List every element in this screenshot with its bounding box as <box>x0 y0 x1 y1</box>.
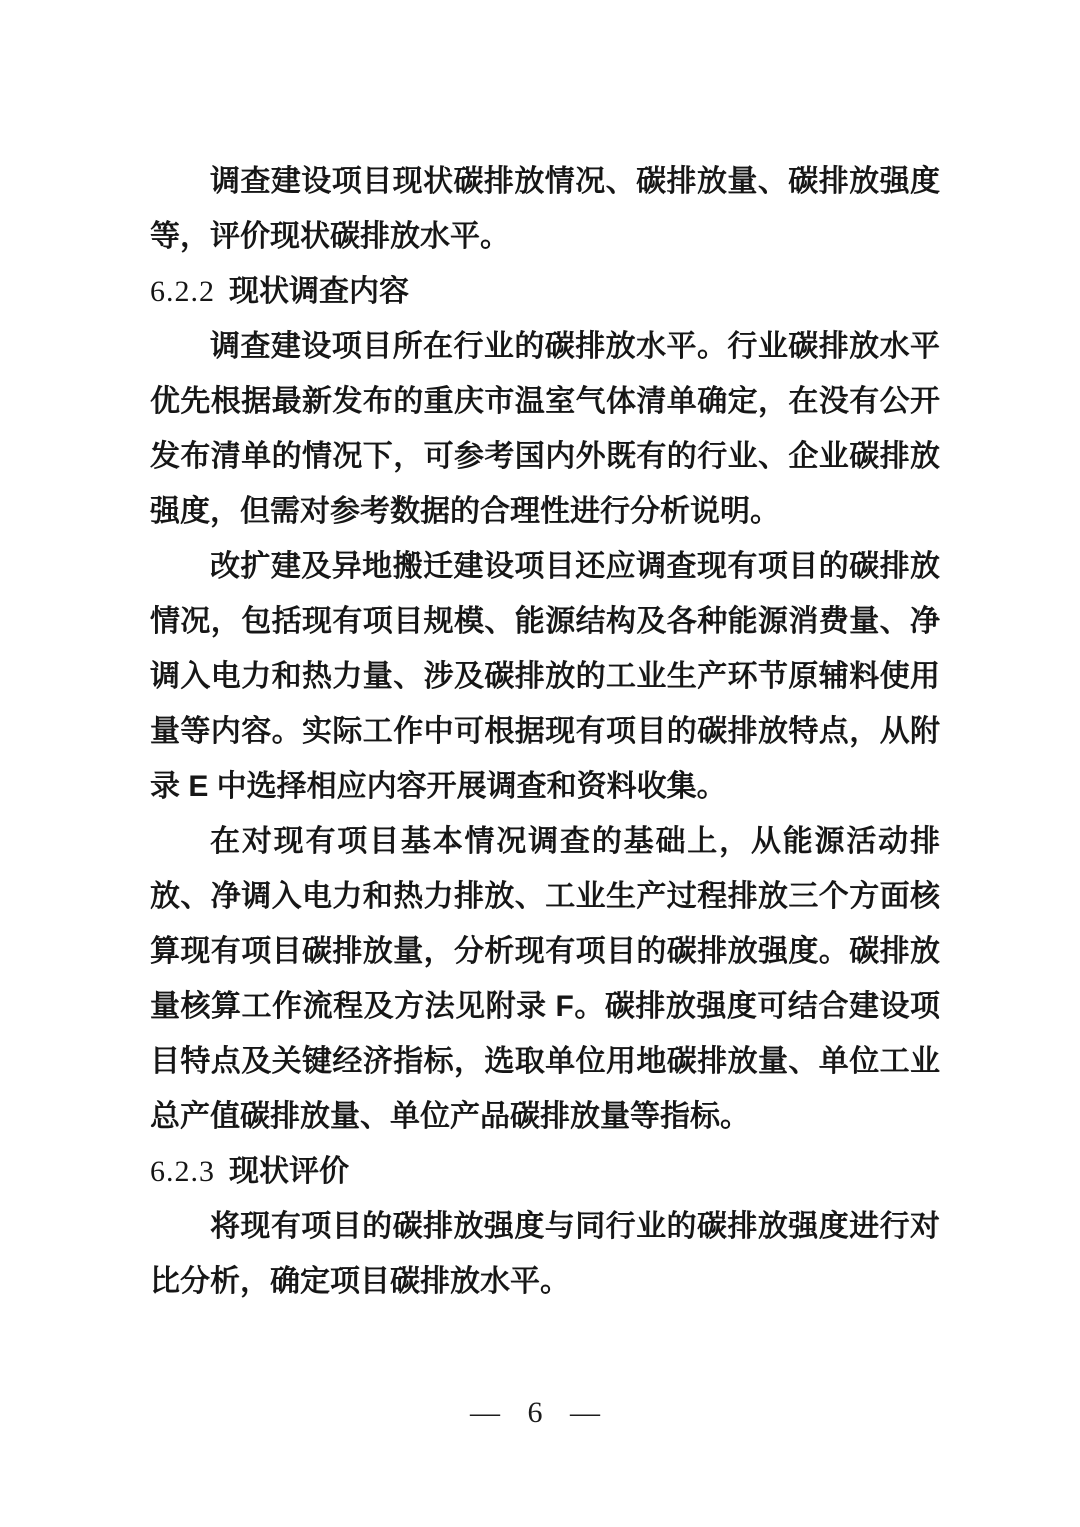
paragraph-emission-accounting: 在对现有项目基本情况调查的基础上，从能源活动排放、净调入电力和热力排放、工业生产过程排放三个方面核算现有项目碳排放量，分析现有项目的碳排放强度。碳排放量核算工作流程及方法见附录 F。碳排放强度可结合建设项目特点及关键经济指标，选取单位用地碳排放量、单位工业总产值碳排放量、单位产品碳排放量等指标。 <box>150 825 940 1133</box>
section-title: 现状评价 <box>229 1155 349 1188</box>
paragraph-existing-project-survey: 改扩建及异地搬迁建设项目还应调查现有项目的碳排放情况，包括现有项目规模、能源结构及各种能源消费量、净调入电力和热力量、涉及碳排放的工业生产环节原辅料使用量等内容。实际工作中可根据现有项目的碳排放特点，从附录 E 中选择相应内容开展调查和资料收集。 <box>150 550 940 803</box>
section-number: 6.2.3 <box>150 1155 215 1188</box>
section-heading-6-2-2 <box>150 264 940 319</box>
section-title: 现状调查内容 <box>229 275 409 308</box>
page-content <box>150 154 940 1309</box>
section-number: 6.2.2 <box>150 275 215 308</box>
paragraph-industry-emission-level: 调查建设项目所在行业的碳排放水平。行业碳排放水平优先根据最新发布的重庆市温室气体清单确定，在没有公开发布清单的情况下，可参考国内外既有的行业、企业碳排放强度，但需对参考数据的合理性进行分析说明。 <box>150 330 940 528</box>
paragraph-status-evaluation: 将现有项目的碳排放强度与同行业的碳排放强度进行对比分析，确定项目碳排放水平。 <box>150 1210 940 1298</box>
paragraph-current-status-overview: 调查建设项目现状碳排放情况、碳排放量、碳排放强度等，评价现状碳排放水平。 <box>150 165 940 253</box>
section-heading-6-2-3 <box>150 1144 940 1199</box>
page-footer <box>0 1396 1080 1430</box>
page-number: — 6 — <box>470 1396 610 1429</box>
